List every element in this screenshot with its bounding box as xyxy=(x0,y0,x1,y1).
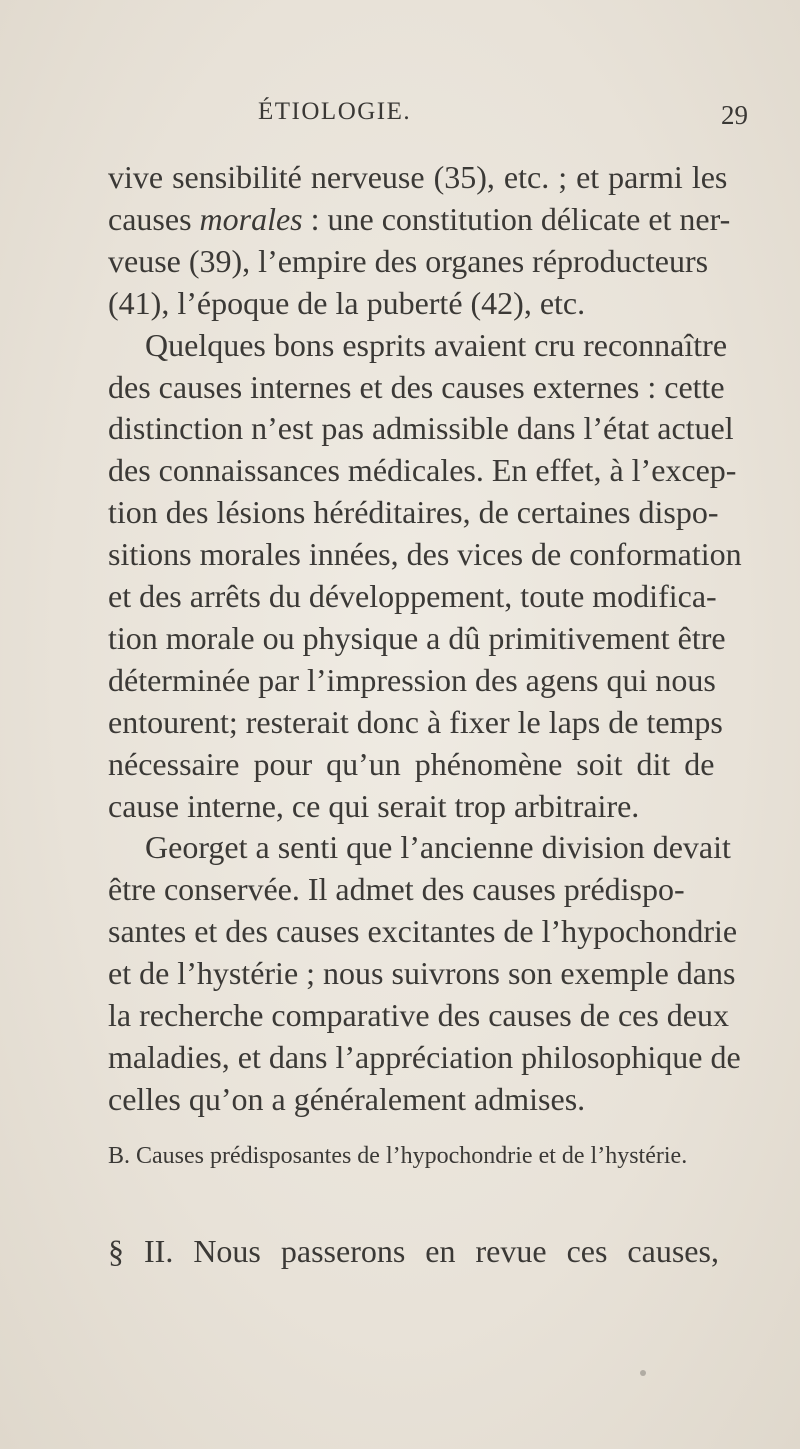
body-line-13: déterminée par l’impression des agens qui nous xyxy=(108,662,716,698)
section-opening-line: § II. Nous passerons en revue ces causes, xyxy=(108,1233,719,1269)
body-line-7: distinction n’est pas admissible dans l’état actuel xyxy=(108,410,734,446)
body-line-3: veuse (39), l’empire des organes réproducteurs xyxy=(108,243,709,279)
body-line-18: être conservée. Il admet des causes prédispo- xyxy=(108,871,685,907)
running-title: ÉTIOLOGIE. xyxy=(258,98,412,125)
body-line-21: la recherche comparative des causes de ces deux xyxy=(108,997,729,1033)
body-line-14: entourent; resterait donc à fixer le laps de temps xyxy=(108,704,723,740)
line-2-end: : une constitution délicate et ner- xyxy=(302,201,731,237)
body-line-8: des connaissances médicales. En effet, à l’excep- xyxy=(108,452,737,488)
body-line-20: et de l’hystérie ; nous suivrons son exemple dans xyxy=(108,955,736,991)
line-2-start: causes xyxy=(108,201,200,237)
body-line-10: sitions morales innées, des vices de conformation xyxy=(108,536,742,572)
running-head xyxy=(0,98,800,138)
body-line-17: Georget a senti que l’ancienne division devait xyxy=(145,829,731,865)
emphasized-word: morales xyxy=(199,201,303,237)
body-line-5: Quelques bons esprits avaient cru reconnaître xyxy=(145,327,728,363)
body-line-23: celles qu’on a généralement admises. xyxy=(108,1081,586,1117)
body-line-6: des causes internes et des causes externes : cette xyxy=(108,369,725,405)
body-line-4: (41), l’époque de la puberté (42), etc. xyxy=(108,285,586,321)
body-line-16: cause interne, ce qui serait trop arbitraire. xyxy=(108,788,640,824)
body-line-9: tion des lésions héréditaires, de certaines dispo- xyxy=(108,494,719,530)
page-number: 29 xyxy=(721,100,748,130)
body-line-11: et des arrêts du développement, toute modifica- xyxy=(108,578,717,614)
paper-speck xyxy=(640,1370,646,1376)
section-subheading: B. Causes prédisposantes de l’hypochondrie et de l’hystérie. xyxy=(108,1143,688,1169)
body-line-19: santes et des causes excitantes de l’hypochondrie xyxy=(108,913,738,949)
body-line-1: vive sensibilité nerveuse (35), etc. ; et parmi les xyxy=(108,159,728,195)
body-line-12: tion morale ou physique a dû primitivement être xyxy=(108,620,726,656)
body-line-15: nécessaire pour qu’un phénomène soit dit de xyxy=(108,746,715,782)
body-line-22: maladies, et dans l’appréciation philosophique de xyxy=(108,1039,741,1075)
